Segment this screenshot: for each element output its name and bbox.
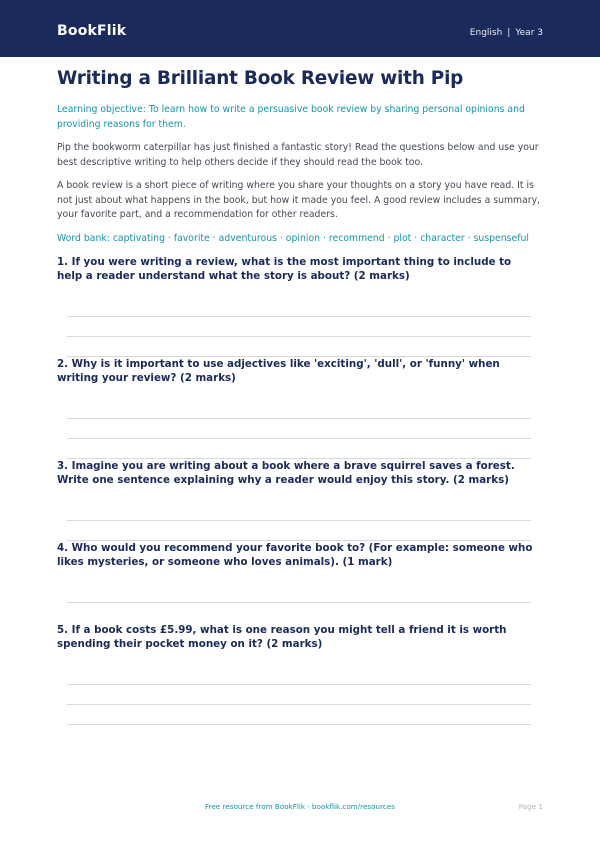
answer-line[interactable]	[67, 704, 531, 705]
subject-label: English	[469, 28, 503, 38]
question-3: 3. Imagine you are writing about a book where a brave squirrel saves a forest. Write one sentence explaining why a reader would enjoy this story. (2 marks)	[57, 460, 515, 486]
meta-separator: |	[507, 28, 511, 38]
question-5: 5. If a book costs £5.99, what is one reason you might tell a friend it is worth spending their pocket money on it? (2 marks)	[57, 624, 507, 650]
page-title: Writing a Brilliant Book Review with Pip	[57, 68, 464, 89]
answer-line[interactable]	[67, 684, 531, 685]
answer-line[interactable]	[67, 602, 531, 603]
intro-section	[57, 67, 543, 246]
header-bar	[0, 0, 600, 57]
answer-line[interactable]	[67, 724, 531, 725]
year-label: Year 3	[515, 28, 543, 38]
question-4: 4. Who would you recommend your favorite book to? (For example: someone who likes mysteries, or someone who loves animals). (1 mark)	[57, 542, 533, 568]
explanation-paragraph: A book review is a short piece of writing where you share your thoughts on a story you have read. It is not just about what happens in the book, but how it made you feel. A good review includes a summary, your favorite part, and a recommendation for other readers.	[57, 180, 541, 220]
answer-line[interactable]	[67, 438, 531, 439]
learning-objective: Learning objective: To learn how to write a persuasive book review by sharing personal opinions and providing reasons for them.	[57, 104, 525, 130]
answer-line[interactable]	[67, 520, 531, 521]
footer-credit[interactable]: Free resource from BookFlik · bookflik.com/resources	[204, 802, 396, 811]
page-number: Page 1	[518, 802, 543, 811]
answer-line[interactable]	[67, 336, 531, 337]
subject-year	[470, 28, 543, 38]
word-bank: Word bank: captivating · favorite · adventurous · opinion · recommend · plot · character · suspenseful	[57, 232, 529, 244]
question-1: 1. If you were writing a review, what is the most important thing to include to help a reader understand what the story is about? (2 marks)	[57, 256, 512, 282]
answer-line[interactable]	[67, 316, 531, 317]
answer-line[interactable]	[67, 418, 531, 419]
intro-paragraph: Pip the bookworm caterpillar has just finished a fantastic story! Read the questions below and use your best descriptive writing to help others decide if they should read the book too.	[57, 142, 539, 168]
brand-logo: BookFlik	[57, 23, 127, 39]
question-2: 2. Why is it important to use adjectives like 'exciting', 'dull', or 'funny' when writing your review? (2 marks)	[57, 358, 500, 384]
